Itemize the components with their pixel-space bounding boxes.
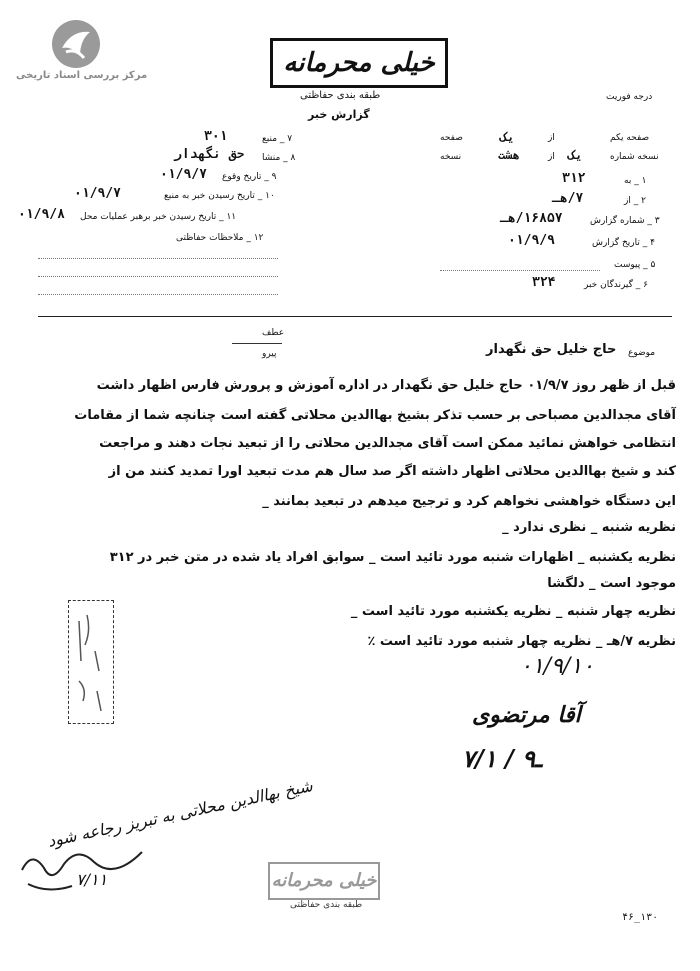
field-to-value: ۳۱۲: [562, 171, 586, 186]
body-line: این دستگاه خواهشی نخواهم کرد و ترجیح میدهم در تبعید بمانند _: [262, 494, 676, 509]
classification-caption: طبقه بندی حفاظتی: [300, 90, 381, 101]
field-source-arrival-label: ۱۰ _ تاریخ رسیدن خبر به منبع: [164, 191, 275, 201]
field-security-notes-label: ۱۲ _ ملاحظات حفاظتی: [176, 233, 264, 243]
copy-unit: نسخه: [440, 152, 462, 162]
handwritten-date: ۰۱/۹/۱۰: [520, 654, 594, 679]
page-unit: صفحه: [440, 133, 463, 143]
archive-logo-icon: [50, 18, 102, 70]
page-label: صفحه یکم: [610, 133, 650, 143]
body-line: موجود است _ دلگشا: [547, 576, 676, 591]
body-line: نظریه شنبه _ نظری ندارد _: [502, 520, 676, 535]
field-from-value: ۷/هـ: [552, 191, 584, 206]
section-divider: [38, 316, 672, 317]
archive-caption: مرکز بررسی اسناد تاریخی: [16, 70, 148, 81]
page-of-value: یک: [500, 130, 515, 144]
copy-number: یک: [568, 148, 583, 162]
reference-atf-label: عطف: [262, 328, 285, 338]
field-to-label: ۱ _ به: [624, 176, 647, 186]
body-line: نظریه ۷/هـ _ نظریه چهار شنبه مورد تائید است ٪: [367, 634, 676, 649]
classification-stamp: [270, 38, 448, 88]
field-report-date-label: ۴ _ تاریخ گزارش: [592, 238, 655, 248]
copy-of-word: از: [548, 152, 555, 162]
page-number: ۴۶_۱۳۰: [622, 912, 659, 923]
priority-label: درجه فوریت: [606, 92, 653, 102]
field-recipients-value: ۳۲۴: [532, 275, 556, 290]
body-line: قبل از ظهر روز ۰۱/۹/۷ حاج خلیل حق نگهدار در اداره آموزش و پرورش فارس اظهار داشت: [96, 378, 676, 393]
field-source-arrival-value: ۰۱/۹/۷: [74, 186, 121, 201]
copy-label: نسخه شماره: [610, 152, 659, 162]
field-origin-label: ۸ _ منشا: [262, 153, 296, 163]
body-line: کند و شیخ بهاالدین محلاتی اظهار داشته اگر صد سال هم مدت تبعید اورا تمدید کنند من از: [108, 464, 676, 479]
field-recipients-label: ۶ _ گیرندگان خبر: [584, 280, 649, 290]
field-operations-arrival-value: ۰۱/۹/۸: [18, 207, 65, 222]
body-line: انتظامی خواهش نمائید ممکن است آقای مجدالدین محلاتی را از تبعید نجات دهند و مراجعت: [99, 436, 676, 451]
field-from-label: ۲ _ از: [624, 196, 646, 206]
handwritten-note: شیخ بهاالدین محلاتی به تبریز رجاعه شود: [45, 776, 315, 851]
field-report-number-label: ۳ _ شماره گزارش: [590, 216, 660, 226]
handwritten-initials: ۷/۱۱: [76, 870, 108, 889]
classification-stamp-text: خیلی محرمانه: [283, 48, 435, 78]
field-report-number-value: ۱۶۸۵۷/هـ: [500, 211, 563, 226]
reference-peyro-label: پیرو: [262, 349, 277, 359]
body-line: آقای مجدالدین مصباحی بر حسب تذکر بشیخ بهاالدین محلاتی گفته است چنانچه شما از مقامات: [74, 408, 676, 423]
field-origin-value: حق نگهدار: [174, 147, 245, 162]
subject-label: موضوع: [628, 348, 656, 358]
field-attachment-line: [440, 270, 600, 271]
body-line: نظریه چهار شنبه _ نظریه یکشنبه مورد تائید است _: [350, 604, 676, 619]
field-report-date-value: ۰۱/۹/۹: [508, 233, 555, 248]
field-operations-arrival-label: ۱۱ _ تاریخ رسیدن خبر برهبر عملیات محل: [80, 212, 237, 222]
field-attachment-label: ۵ _ پیوست: [614, 260, 656, 270]
page-of-word: از: [548, 133, 555, 143]
margin-stamp-marks-icon: [69, 601, 113, 721]
field-occurrence-date-value: ۰۱/۹/۷: [160, 167, 207, 182]
notes-line-3: [38, 294, 278, 295]
subject-value: حاج خلیل حق نگهدار: [486, 342, 617, 357]
handwritten-signature-2: ۷/ـ۹ / ۱: [462, 744, 542, 773]
margin-receipt-box: [68, 600, 114, 724]
classification-stamp-bottom: [268, 862, 380, 900]
classification-stamp-bottom-text: خیلی محرمانه: [271, 870, 377, 891]
notes-line-2: [38, 276, 278, 277]
field-occurrence-date-label: ۹ _ تاریخ وقوع: [222, 172, 277, 182]
field-source-label: ۷ _ منبع: [262, 134, 293, 144]
report-title: گزارش خبر: [308, 108, 370, 121]
notes-line-1: [38, 258, 278, 259]
copy-of-value: هشت: [498, 148, 520, 162]
field-source-value: ۳۰۱: [204, 129, 228, 144]
handwritten-signature-1: آقا مرتضوی: [472, 702, 581, 728]
body-line: نظریه یکشنبه _ اظهارات شنبه مورد تائید است _ سوابق افراد یاد شده در متن خبر در ۳۱۲: [109, 550, 676, 565]
reference-separator: [232, 343, 282, 344]
classification-caption-bottom: طبقه بندی حفاظتی: [290, 900, 363, 910]
